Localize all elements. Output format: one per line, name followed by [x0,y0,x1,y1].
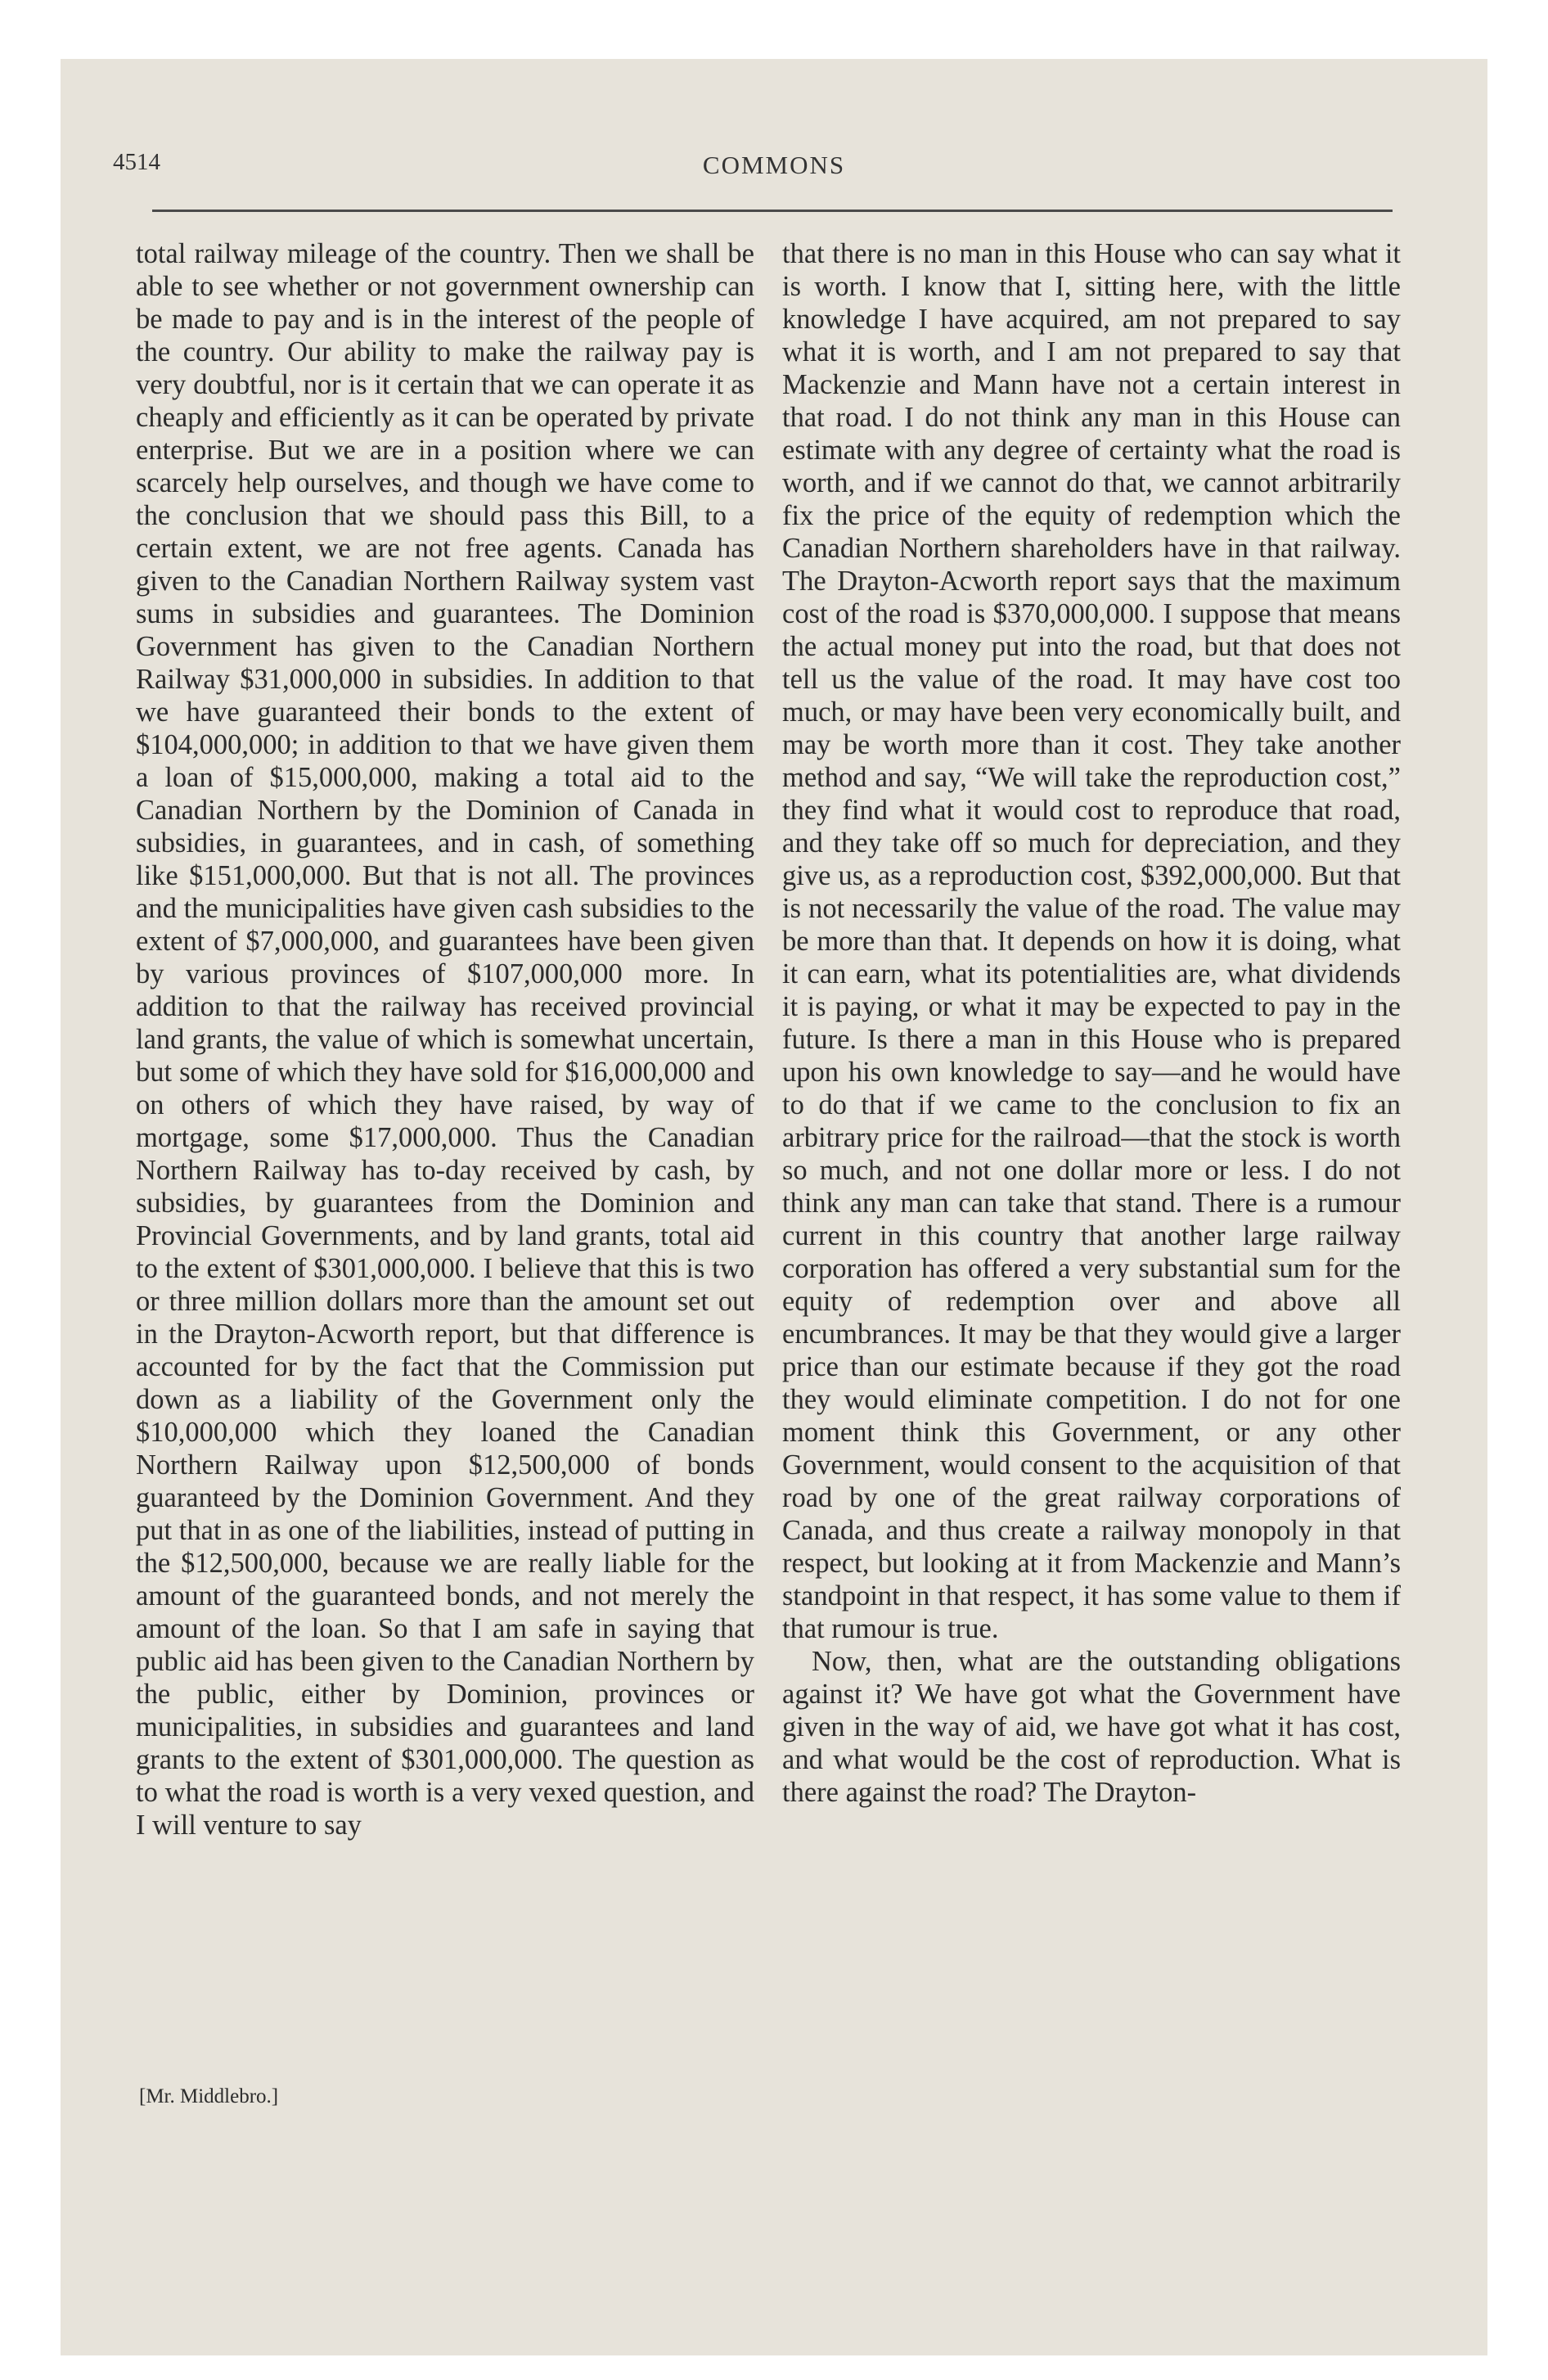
header-rule [152,210,1393,212]
speaker-attribution: [Mr. Middlebro.] [139,2085,279,2107]
right-column [782,237,1401,1809]
page-number: 4514 [113,149,160,175]
left-column [136,237,754,1841]
left-paragraph: total railway mileage of the country. Then we shall be able to see whether or not government ownership can be made to pay and is in the interest of the people of the country. Our ability to make the railway pay is very doubtful, nor is it certain that we can operate it as cheaply and efficiently as it can be operated by private enterprise. But we are in a position where we can scarcely help ourselves, and though we have come to the conclusion that we should pass this Bill, to a certain extent, we are not free agents. Canada has given to the Canadian Northern Railway system vast sums in subsidies and guarantees. The Dominion Government has given to the Canadian Northern Railway $31,000,000 in subsidies. In addition to that we have guaranteed their bonds to the extent of $104,000,000; in addition to that we have given them a loan of $15,000,000, making a total aid to the Canadian Northern by the Dominion of Canada in subsidies, in guarantees, and in cash, of something like $151,000,000. But that is not all. The provinces and the municipalities have given cash subsidies to the extent of $7,000,000, and guarantees have been given by various provinces of $107,000,000 more. In addition to that the railway has received provincial land grants, the value of which is somewhat uncertain, but some of which they have sold for $16,000,000 and on others of which they have raised, by way of mortgage, some $17,000,000. Thus the Canadian Northern Railway has to-day received by cash, by subsidies, by guarantees from the Dominion and Provincial Governments, and by land grants, total aid to the extent of $301,000,000. I believe that this is two or three million dollars more than the amount set out in the Drayton-Acworth report, but that difference is accounted for by the fact that the Commission put down as a liability of the Government only the $10,000,000 which they loaned the Canadian Northern Railway upon $12,500,000 of bonds guaranteed by the Dominion Government. And they put that in as one of the liabilities, instead of putting in the $12,500,000, because we are really liable for the amount of the guaranteed bonds, and not merely the amount of the loan. So that I am safe in saying that public aid has been given to the Canadian Northern by the public, either by Dominion, provinces or municipalities, in subsidies and guarantees and land grants to the extent of $301,000,000. The question as to what the road is worth is a very vexed question, and I will venture to say [136,238,754,1841]
right-paragraph-2: Now, then, what are the outstanding obligations against it? We have got what the Government have given in the way of aid, we have got what it has cost, and what would be the cost of reproduction. What is there against the road? The Drayton- [782,1646,1401,1808]
right-paragraph-1: that there is no man in this House who can say what it is worth. I know that I, sitting here, with the little knowledge I have acquired, am not prepared to say what it is worth, and I am not prepared to say that Mackenzie and Mann have not a certain interest in that road. I do not think any man in this House can estimate with any degree of certainty what the road is worth, and if we cannot do that, we cannot arbitrarily fix the price of the equity of redemption which the Canadian Northern shareholders have in that railway. The Drayton-Acworth report says that the maximum cost of the road is $370,000,000. I suppose that means the actual money put into the road, but that does not tell us the value of the road. It may have cost too much, or may have been very economically built, and may be worth more than it cost. They take another method and say, “We will take the reproduction cost,” they find what it would cost to reproduce that road, and they take off so much for depreciation, and they give us, as a reproduction cost, $392,000,000. But that is not necessarily the value of the road. The value may be more than that. It depends on how it is doing, what it can earn, what its potentialities are, what dividends it is paying, or what it may be expected to pay in the future. Is there a man in this House who is prepared upon his own knowledge to say—and he would have to do that if we came to the conclusion to fix an arbitrary price for the railroad—that the stock is worth so much, and not one dollar more or less. I do not think any man can take that stand. There is a rumour current in this country that another large railway corporation has offered a very substantial sum for the equity of redemption over and above all encumbrances. It may be that they would give a larger price than our estimate because if they got the road they would eliminate competition. I do not for one moment think this Government, or any other Government, would consent to the acquisition of that road by one of the great railway corporations of Canada, and thus create a railway monopoly in that respect, but looking at it from Mackenzie and Mann’s standpoint in that respect, it has some value to them if that rumour is true. [782,238,1401,1644]
running-title: COMMONS [702,151,846,179]
